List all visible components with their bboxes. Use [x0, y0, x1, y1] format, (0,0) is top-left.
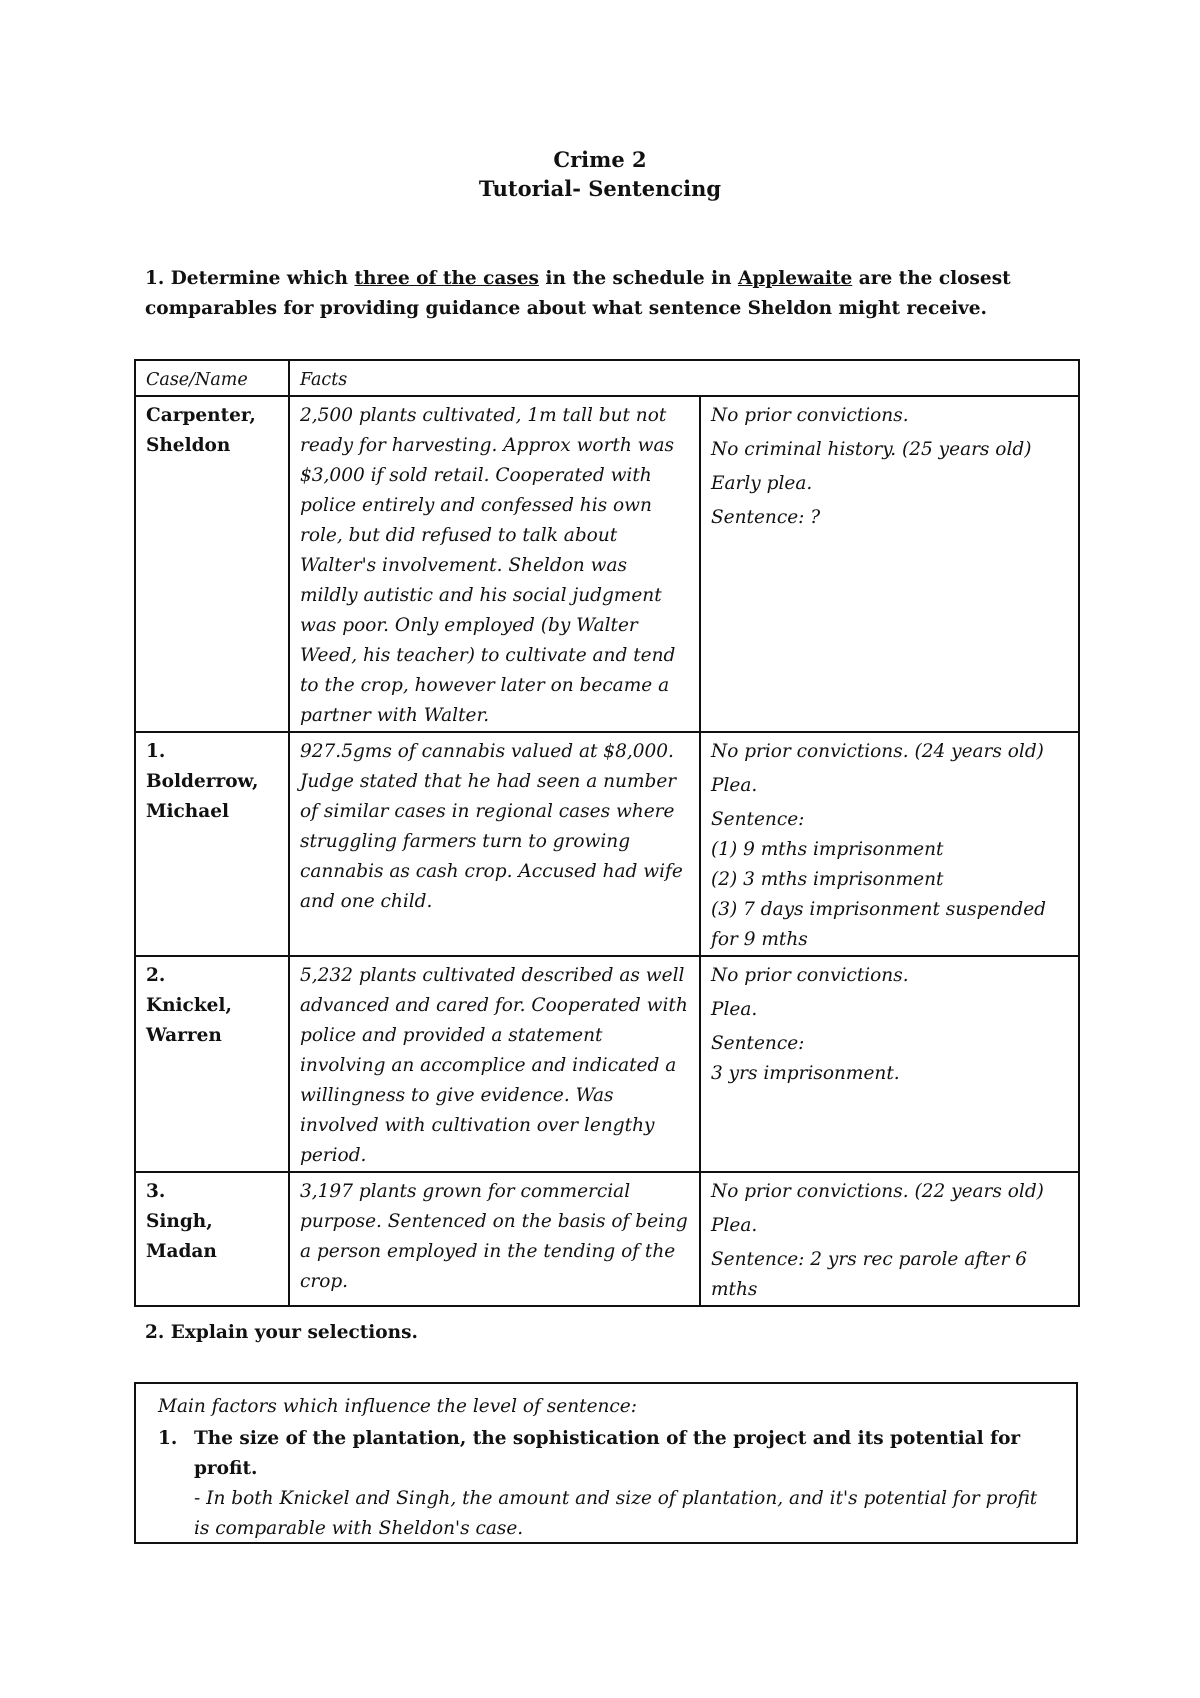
outcome-line: 3 yrs imprisonment. — [711, 1063, 900, 1084]
case-name-cell — [135, 396, 289, 732]
outcome-line: Sentence: — [711, 809, 805, 830]
case-name-line2: Sheldon — [146, 435, 231, 456]
case-outcome — [700, 732, 1079, 956]
outcome-line: No prior convictions. (22 years old) — [711, 1181, 1044, 1202]
outcome-line: No prior convictions. — [711, 965, 909, 986]
table-header-row — [135, 360, 1079, 396]
table-row — [135, 1172, 1079, 1306]
q1-underline-cases: three of the cases — [354, 268, 539, 289]
factor-heading: The size of the plantation, the sophistication of the project and its potential for profit. — [194, 1428, 1021, 1479]
case-name-line1: Bolderrow, — [146, 771, 259, 792]
outcome-line: (2) 3 mths imprisonment — [711, 869, 944, 890]
cases-table — [134, 359, 1080, 1307]
case-name-cell — [135, 732, 289, 956]
q1-prefix: 1. Determine which — [145, 268, 355, 289]
outcome-line: Early plea. — [711, 473, 813, 494]
case-outcome — [700, 1172, 1079, 1306]
factor-body — [194, 1424, 1054, 1544]
outcome-line: (3) 7 days imprisonment suspended for 9 mths — [711, 899, 1047, 950]
header-facts: Facts — [289, 360, 1079, 396]
case-name-line1: Singh, — [146, 1211, 213, 1232]
page-title: Crime 2 — [553, 147, 647, 172]
outcome-line: Plea. — [711, 999, 758, 1020]
outcome-line: No prior convictions. (24 years old) — [711, 741, 1044, 762]
q1-suffix: are the closest comparables for providing guidance about what sentence Sheldon might receive. — [145, 268, 1011, 319]
question-1 — [145, 264, 1085, 324]
q1-middle: in the schedule in — [538, 268, 738, 289]
case-facts: 5,232 plants cultivated described as well advanced and cared for. Cooperated with police and provided a statement involving an accomplice and indicated a willingness to give evidence. Was involved with cultivation over lengthy period. — [289, 956, 700, 1172]
case-name-line2: Warren — [146, 1025, 222, 1046]
outcome-line: (1) 9 mths imprisonment — [711, 839, 944, 860]
table-row — [135, 732, 1079, 956]
outcome-line: No criminal history. (25 years old) — [711, 439, 1032, 460]
case-name-line2: Michael — [146, 801, 230, 822]
outcome-line: Plea. — [711, 775, 758, 796]
question-2: 2. Explain your selections. — [145, 1322, 418, 1343]
case-number: 2. — [146, 965, 166, 986]
case-number: 3. — [146, 1181, 166, 1202]
outcome-line: Sentence: 2 yrs rec parole after 6 mths — [711, 1249, 1027, 1300]
case-outcome — [700, 956, 1079, 1172]
case-name-cell — [135, 1172, 289, 1306]
header-case-name: Case/Name — [135, 360, 289, 396]
q1-underline-case-name: Applewaite — [738, 268, 853, 289]
answer-intro: Main factors which influence the level of sentence: — [158, 1396, 637, 1417]
page-subtitle: Tutorial- Sentencing — [478, 176, 722, 201]
outcome-line: Plea. — [711, 1215, 758, 1236]
case-facts: 927.5gms of cannabis valued at $8,000. Judge stated that he had seen a number of similar cases in regional cases where struggling farmers turn to growing cannabis as cash crop. Accused had wife and one child. — [289, 732, 700, 956]
table-row — [135, 956, 1079, 1172]
case-name-cell — [135, 956, 289, 1172]
case-facts: 2,500 plants cultivated, 1m tall but not ready for harvesting. Approx worth was $3,000 if sold retail. Cooperated with police entirely and confessed his own role, but did refused to talk about Walter's involvement. Sheldon was mildly autistic and his social judgment was poor. Only employed (by Walter Weed, his teacher) to cultivate and tend to the crop, however later on became a partner with Walter. — [289, 396, 700, 732]
table-row — [135, 396, 1079, 732]
case-name-line1: Knickel, — [146, 995, 232, 1016]
outcome-line: No prior convictions. — [711, 405, 909, 426]
factor-number: 1. — [158, 1428, 178, 1449]
outcome-line: Sentence: — [711, 1033, 805, 1054]
case-outcome — [700, 396, 1079, 732]
outcome-line: Sentence: ? — [711, 507, 821, 528]
case-number: 1. — [146, 741, 166, 762]
case-facts: 3,197 plants grown for commercial purpose. Sentenced on the basis of being a person employed in the tending of the crop. — [289, 1172, 700, 1306]
case-name-line2: Madan — [146, 1241, 217, 1262]
case-name-line1: Carpenter, — [146, 405, 256, 426]
answer-box — [134, 1382, 1078, 1544]
factor-note: - In both Knickel and Singh, the amount and size of plantation, and it's potential for profit is comparable with Sheldon's case. — [194, 1488, 1038, 1539]
